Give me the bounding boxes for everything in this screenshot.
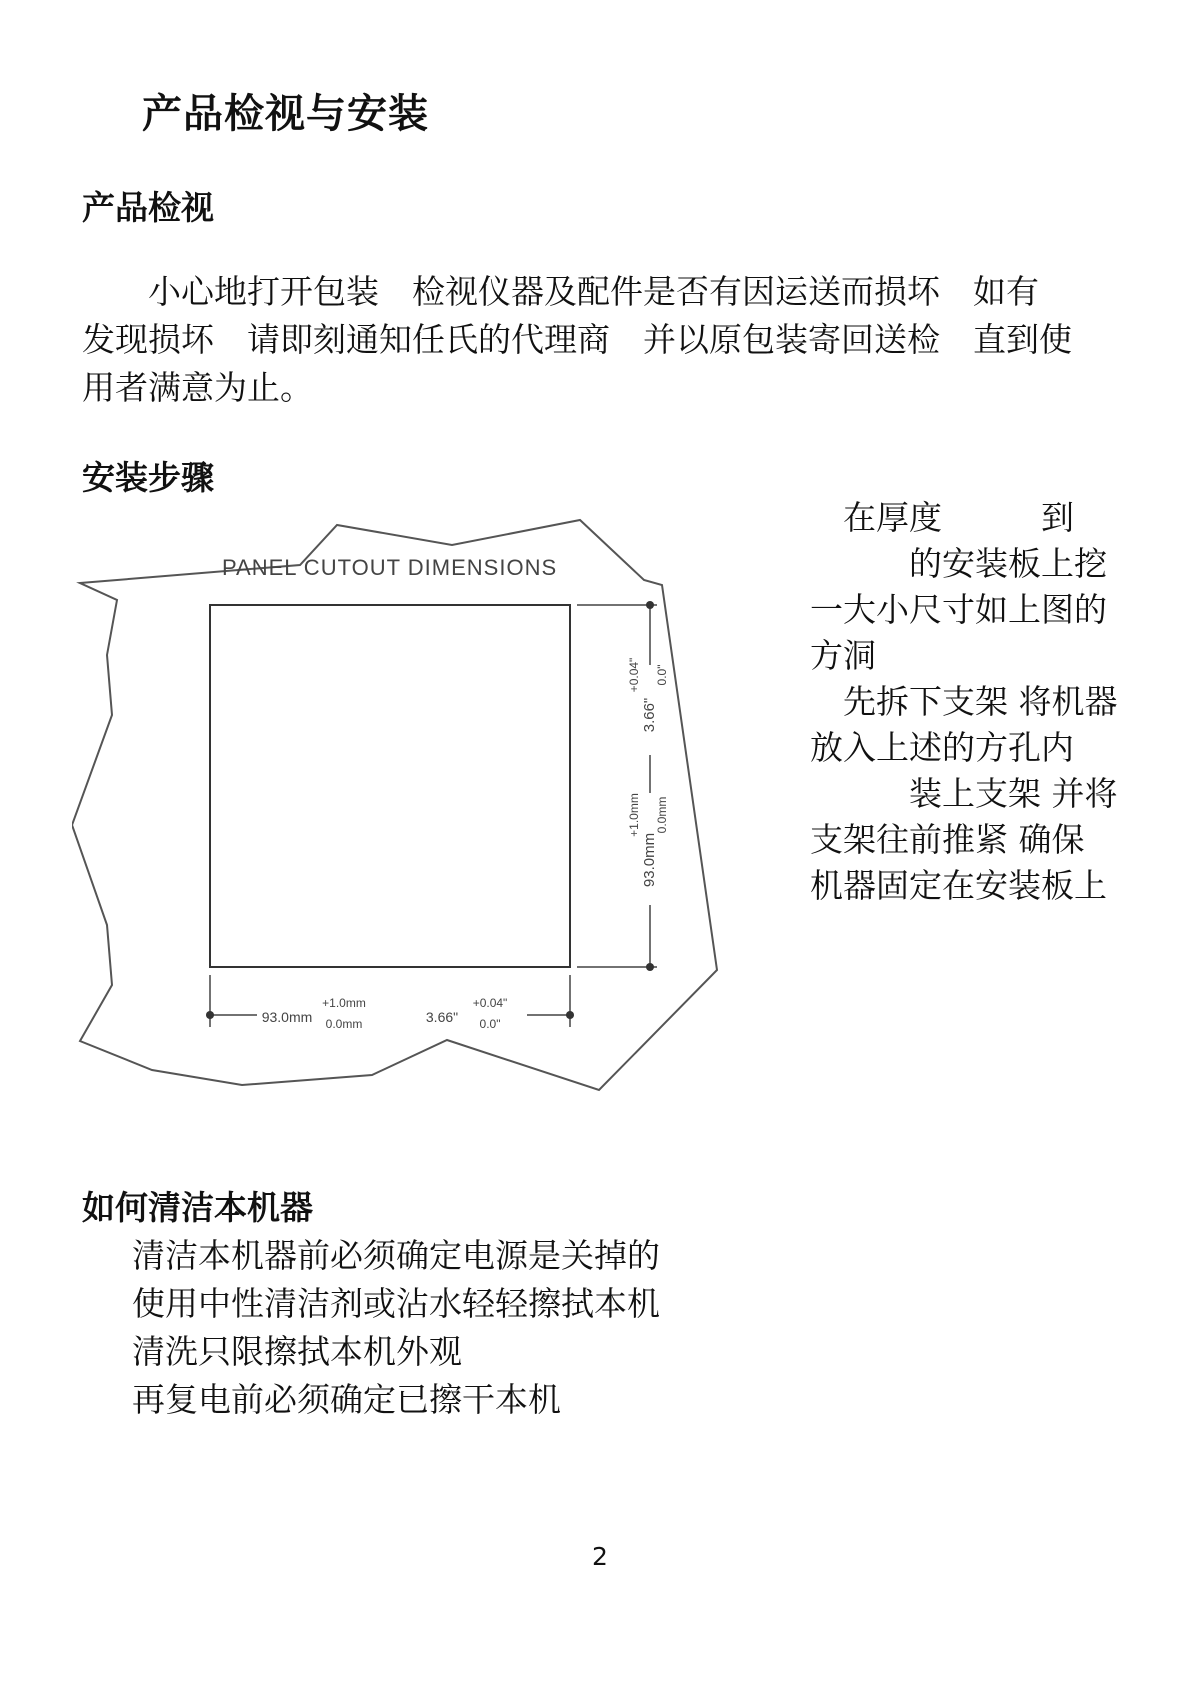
install-line: 先拆下支架 将机器 bbox=[810, 682, 1118, 721]
panel-cutout-figure bbox=[72, 515, 792, 1095]
cleaning-line: 清洁本机器前必须确定电源是关掉的 bbox=[132, 1236, 660, 1275]
install-line: 支架往前推紧 确保 bbox=[810, 820, 1085, 859]
width-mm-tol-minus: 0.0mm bbox=[325, 1017, 363, 1031]
install-line: 机器固定在安装板上 bbox=[810, 866, 1107, 905]
heading-installation: 安装步骤 bbox=[82, 458, 214, 497]
height-inch-tol-minus: 0.0" bbox=[655, 664, 669, 686]
height-inch-tol-plus: +0.04" bbox=[627, 657, 641, 693]
width-mm-tol-plus: +1.0mm bbox=[322, 996, 366, 1010]
height-mm-label: 93.0mm bbox=[641, 832, 658, 888]
install-line: 方洞 bbox=[810, 636, 876, 675]
height-inch-label: 3.66" bbox=[641, 697, 658, 733]
install-line: 在厚度 到 bbox=[810, 498, 1074, 537]
width-inch-tol-minus: 0.0" bbox=[479, 1017, 501, 1031]
cleaning-instructions bbox=[132, 1232, 660, 1424]
dim-endpoint bbox=[206, 1011, 214, 1019]
figure-caption: PANEL CUTOUT DIMENSIONS bbox=[222, 555, 558, 580]
page-number: 2 bbox=[592, 1542, 608, 1571]
heading-cleaning: 如何清洁本机器 bbox=[82, 1188, 313, 1227]
inspection-paragraph bbox=[82, 268, 1127, 412]
install-line: 的安装板上挖 bbox=[810, 544, 1107, 583]
height-mm-tol-plus: +1.0mm bbox=[627, 793, 641, 837]
inspection-line: 用者满意为止。 bbox=[82, 368, 313, 407]
install-line: 装上支架 并将 bbox=[810, 774, 1118, 813]
cleaning-line: 清洗只限擦拭本机外观 bbox=[132, 1332, 462, 1371]
page-title: 产品检视与安装 bbox=[142, 91, 429, 137]
dim-endpoint bbox=[566, 1011, 574, 1019]
heading-inspection: 产品检视 bbox=[82, 188, 214, 227]
cleaning-line: 再复电前必须确定已擦干本机 bbox=[132, 1380, 561, 1419]
cutout-rectangle bbox=[210, 605, 570, 967]
dim-endpoint bbox=[646, 963, 654, 971]
width-inch-label: 3.66" bbox=[425, 1009, 459, 1025]
inspection-line: 发现损坏 请即刻通知任氏的代理商 并以原包装寄回送检 直到使 bbox=[82, 320, 1072, 359]
dim-endpoint bbox=[646, 601, 654, 609]
install-steps-text bbox=[810, 495, 1130, 909]
height-mm-tol-minus: 0.0mm bbox=[655, 796, 669, 834]
width-mm-label: 93.0mm bbox=[261, 1009, 313, 1025]
install-line: 一大小尺寸如上图的 bbox=[810, 590, 1107, 629]
install-line: 放入上述的方孔内 bbox=[810, 728, 1074, 767]
width-inch-tol-plus: +0.04" bbox=[472, 996, 508, 1010]
cleaning-line: 使用中性清洁剂或沾水轻轻擦拭本机 bbox=[132, 1284, 660, 1323]
inspection-line: 小心地打开包装 检视仪器及配件是否有因运送而损坏 如有 bbox=[82, 272, 1039, 311]
